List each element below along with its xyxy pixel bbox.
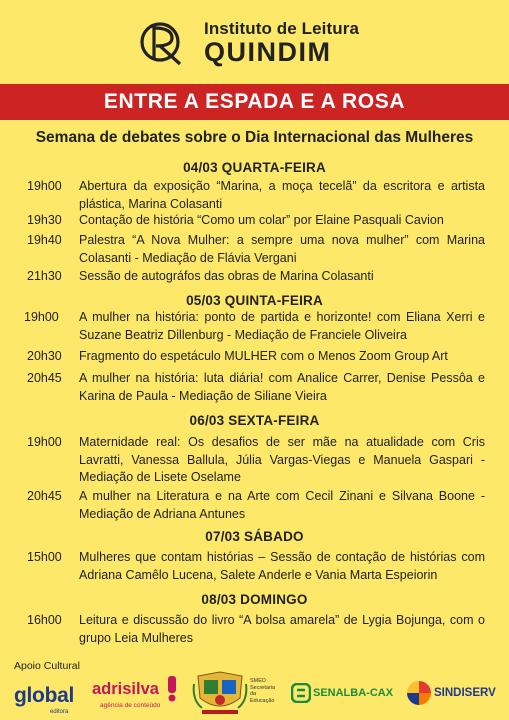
- event-time: 21h30: [27, 269, 62, 283]
- event-time: 20h45: [27, 489, 62, 503]
- event-title: ENTRE A ESPADA E A ROSA: [103, 90, 406, 113]
- municipal-crest-icon: [192, 670, 248, 716]
- day-heading: 04/03 QUARTA-FEIRA: [183, 160, 326, 175]
- event-time: 20h45: [27, 371, 62, 385]
- exclamation-icon: [166, 676, 178, 702]
- day-heading: 05/03 QUINTA-FEIRA: [186, 293, 323, 308]
- senalba-mark-icon: [291, 683, 311, 703]
- quindim-logo-icon: [138, 18, 188, 68]
- event-description: A mulher na Literatura e na Arte com Cecil Zinani e Silvana Boone - Mediação de Adriana Antunes: [79, 489, 485, 521]
- day-heading: 06/03 SEXTA-FEIRA: [189, 413, 320, 428]
- event-description: Contação de história “Como um colar” por Elaine Pasquali Cavion: [79, 213, 444, 227]
- event-time: 19h30: [27, 213, 62, 227]
- adrisilva-logo-subtext: agência de conteúdo: [100, 702, 161, 709]
- senalba-logo-text: SENALBA-CAX: [313, 687, 394, 699]
- senalba-logo: [289, 680, 395, 706]
- event-description: Leitura e discussão do livro “A bolsa amarela” de Lygia Bojunga, com o grupo Leia Mulheres: [79, 613, 485, 645]
- adrisilva-logo-text: adrisilva: [92, 680, 159, 698]
- event-time: 19h00: [24, 310, 59, 324]
- event-time: 20h30: [27, 349, 62, 363]
- sindiserv-logo-text: SINDISERV: [434, 687, 496, 699]
- event-description: Mulheres que contam histórias – Sessão de contação de histórias com Adriana Camêlo Lucena, Salete Anderle e Vania Marta Espeiorin: [79, 550, 485, 582]
- event-description: Sessão de autográfos das obras de Marina Colasanti: [79, 269, 374, 283]
- logo-line-2: QUINDIM: [204, 37, 332, 67]
- subtitle: Semana de debates sobre o Dia Internacional das Mulheres: [35, 129, 474, 146]
- logo-line-1: Instituto de Leitura: [204, 19, 359, 38]
- event-description: A mulher na história: ponto de partida e horizonte! com Eliana Xerri e Suzane Beatriz Dillenburg - Mediação de Franciele Oliveira: [79, 310, 485, 342]
- event-description: Abertura da exposição “Marina, a moça tecelã” da escritora e artista plástica, Marina Colasanti: [79, 179, 485, 211]
- event-time: 19h00: [27, 435, 62, 449]
- event-time: 16h00: [27, 613, 62, 627]
- adrisilva-logo: [92, 680, 161, 709]
- header: [0, 0, 509, 82]
- day-heading: 08/03 DOMINGO: [201, 592, 308, 607]
- event-time: 19h00: [27, 179, 62, 193]
- event-description: Palestra “A Nova Mulher: a sempre uma nova mulher” com Marina Colasanti - Mediação de Flávia Vergani: [79, 233, 485, 265]
- sindiserv-mark-icon: [406, 680, 432, 706]
- event-time: 19h40: [27, 233, 62, 247]
- smed-logo: SMED Secretaria da Educação: [250, 678, 276, 704]
- event-time: 15h00: [27, 550, 62, 564]
- sindiserv-logo: [404, 678, 504, 708]
- day-heading: 07/03 SÁBADO: [205, 529, 304, 544]
- sponsor-logos: [0, 668, 509, 720]
- event-description: Fragmento do espetáculo MULHER com o Menos Zoom Group Art: [79, 349, 448, 363]
- event-description: A mulher na história: luta diária! com Analice Carrer, Denise Pessôa e Karina de Paula - Mediação de Siliane Vieira: [79, 371, 485, 403]
- event-description: Maternidade real: Os desafios de ser mãe na atualidade com Cris Lavratti, Vanessa Ballula, Júlia Vargas-Viegas e Manuela Gaspari - Mediação de Lisete Oselame: [79, 435, 485, 484]
- global-logo-text: global: [14, 684, 75, 707]
- event-title-banner: [0, 84, 509, 120]
- global-editora-logo: [14, 684, 75, 715]
- global-logo-subtext: editora: [50, 709, 69, 715]
- support-label: Apoio Cultural: [14, 660, 80, 672]
